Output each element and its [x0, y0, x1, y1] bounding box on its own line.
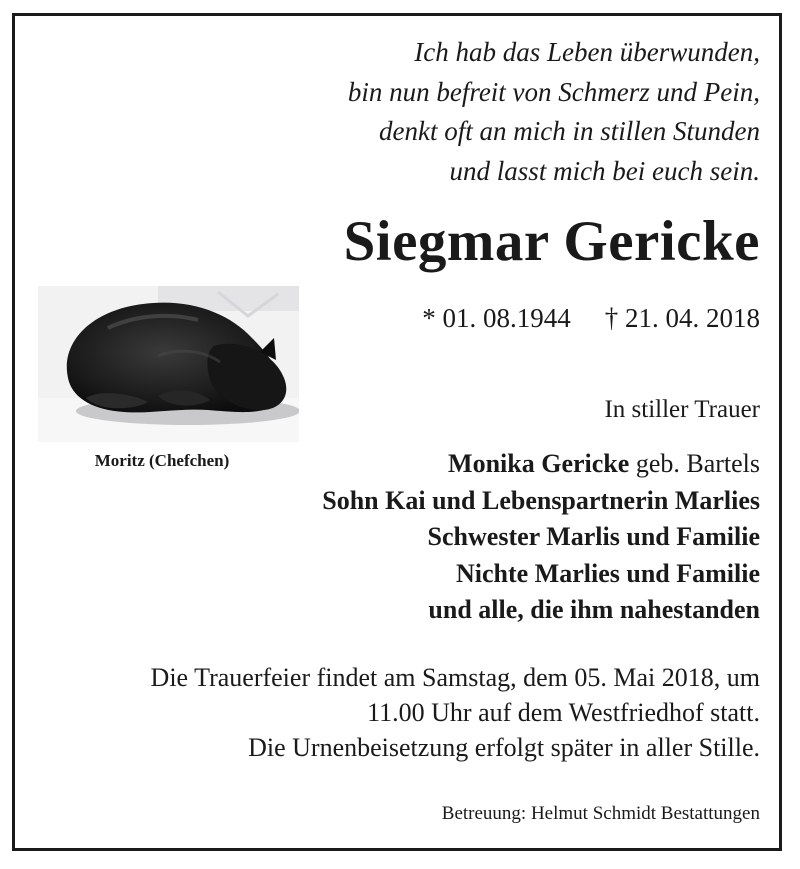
mourner-line — [322, 446, 760, 483]
mourner-maiden-name: geb. Bartels — [629, 449, 760, 478]
cat-photo — [38, 286, 299, 442]
mourner-name-bold: Monika Gericke — [448, 449, 630, 478]
mourning-intro: In stiller Trauer — [604, 396, 760, 423]
poem-line: und lasst mich bei euch sein. — [449, 155, 760, 186]
sleeping-cat-icon — [38, 286, 299, 442]
mourner-line: Schwester Marlis und Familie — [427, 522, 760, 551]
mourner-line: und alle, die ihm nahestanden — [428, 595, 760, 624]
mourner-line: Nichte Marlies und Familie — [455, 558, 760, 588]
notice-line: Die Urnenbeisetzung erfolgt später in aller Stille. — [248, 733, 760, 762]
photo-caption: Moritz (Chefchen) — [94, 451, 230, 470]
funeral-home-credit: Betreuung: Helmut Schmidt Bestattungen — [441, 803, 760, 824]
deceased-name: Siegmar Gericke — [343, 210, 760, 273]
poem-line: bin nun befreit von Schmerz und Pein, — [347, 76, 760, 107]
mourner-line: Sohn Kai und Lebenspartnerin Marlies — [322, 485, 760, 515]
birth-date: * 01. 08.1944 — [422, 303, 571, 333]
death-date: † 21. 04. 2018 — [604, 303, 760, 333]
life-dates — [422, 300, 760, 336]
notice-line: 11.00 Uhr auf dem Westfriedhof statt. — [367, 698, 760, 727]
poem-line: Ich hab das Leben überwunden, — [414, 37, 760, 67]
poem — [348, 33, 760, 191]
poem-line: denkt oft an mich in stillen Stunden — [379, 116, 760, 146]
notice-line: Die Trauerfeier findet am Samstag, dem 05. Mai 2018, um — [150, 663, 760, 692]
mourners-list — [322, 446, 760, 629]
funeral-notice — [151, 660, 760, 765]
